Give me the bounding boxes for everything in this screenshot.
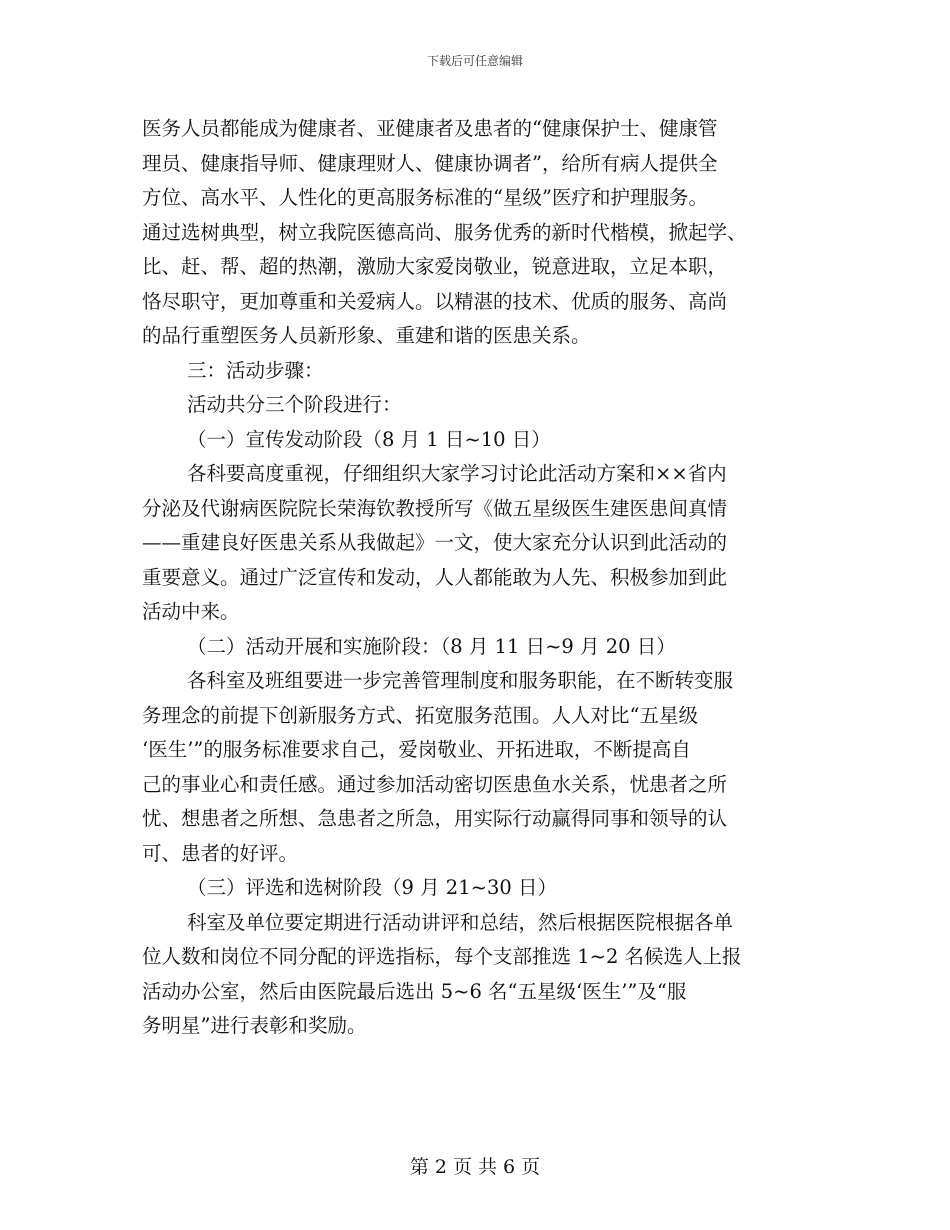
text-line: ‘医生’”的服务标准要求自己，爱岗敬业、开拓进取，不断提高自: [142, 738, 691, 761]
text-line: （二）活动开展和实施阶段：（8 月 11 日~9 月 20 日）: [187, 634, 676, 658]
text-line: 恪尽职守，更加尊重和关爱病人。以精湛的技术、优质的服务、高尚: [142, 289, 728, 313]
document-body: [142, 112, 814, 1044]
text-line: 位人数和岗位不同分配的评选指标，每个支部推选 1~2 名候选人上报: [142, 945, 742, 968]
text-line: 理员、健康指导师、健康理财人、健康协调者”，给所有病人提供全: [142, 151, 718, 175]
text-line: 务明星”进行表彰和奖励。: [142, 1014, 367, 1037]
text-line: （三）评选和选树阶段（9 月 21~30 日）: [187, 876, 557, 899]
text-line: 活动中来。: [142, 600, 240, 623]
text-line: 忧、想患者之所想、急患者之所急，用实际行动赢得同事和领导的认: [142, 807, 728, 830]
text-line: 分泌及代谢病医院院长荣海钦教授所写《做五星级医生建医患间真情: [142, 496, 728, 520]
text-line: 重要意义。通过广泛宣传和发动，人人都能敢为人先、积极参加到此: [142, 565, 728, 589]
text-line: 方位、高水平、人性化的更高服务标准的“星级”医疗和护理服务。: [142, 186, 708, 209]
page-footer: 第 2 页 共 6 页: [409, 1156, 541, 1178]
text-line: 医务人员都能成为健康者、亚健康者及患者的“健康保护士、健康管: [142, 117, 718, 140]
text-line: 活动办公室，然后由医院最后选出 5~6 名“五星级‘医生’”及“服: [142, 979, 687, 1003]
text-line: 可、患者的好评。: [142, 841, 299, 865]
text-line: ——重建良好医患关系从我做起》一文，使大家充分认识到此活动的: [142, 531, 728, 554]
text-line: 科室及单位要定期进行活动讲评和总结，然后根据医院根据各单: [187, 910, 734, 934]
page-header: 下载后可任意编辑: [426, 54, 523, 68]
text-line: 的品行重塑医务人员新形象、重建和谐的医患关系。: [142, 324, 591, 347]
text-line: 己的事业心和责任感。通过参加活动密切医患鱼水关系，忧患者之所: [142, 772, 728, 796]
text-line: 通过选树典型，树立我院医德高尚、服务优秀的新时代楷模，掀起学、: [142, 220, 747, 244]
text-line: 活动共分三个阶段进行：: [187, 393, 402, 416]
text-line: 三：活动步骤：: [187, 358, 324, 382]
text-line: 比、赶、帮、超的热潮，激励大家爱岗敬业，锐意进取，立足本职，: [142, 255, 728, 278]
text-line: 各科室及班组要进一步完善管理制度和服务职能，在不断转变服: [187, 669, 734, 692]
text-line: （一）宣传发动阶段（8 月 1 日~10 日）: [187, 427, 551, 451]
text-line: 务理念的前提下创新服务方式、拓宽服务范围。人人对比“五星级: [142, 703, 698, 727]
text-line: 各科要高度重视，仔细组织大家学习讨论此活动方案和××省内: [187, 462, 727, 485]
